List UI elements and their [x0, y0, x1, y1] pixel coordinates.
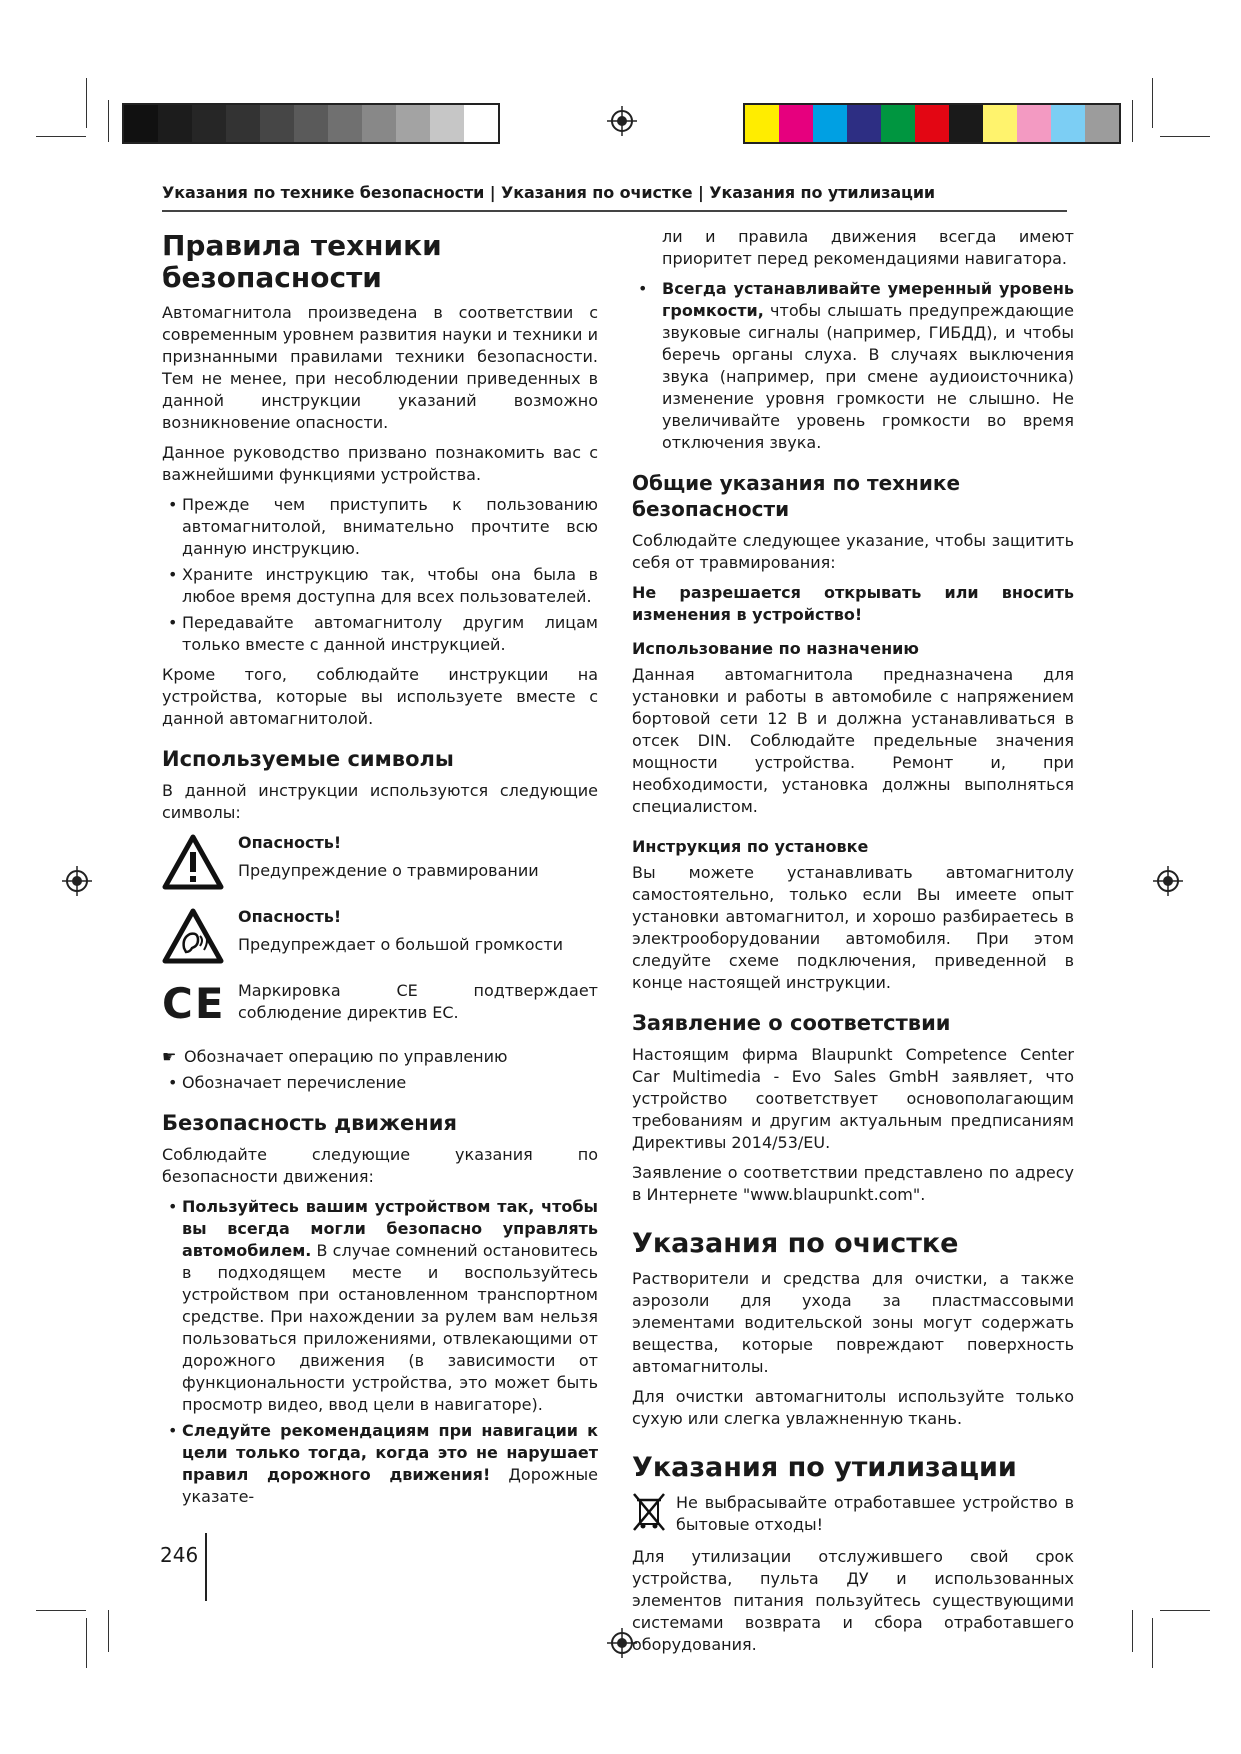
- color-swatch: [294, 105, 328, 142]
- safety-rules-heading: Правила техники безопасности: [162, 229, 442, 294]
- color-swatch: [915, 105, 949, 142]
- crop-mark: [1152, 78, 1153, 128]
- operation-symbol-row: [162, 1046, 598, 1068]
- crop-mark: [1152, 1618, 1153, 1668]
- cleaning-cloth-paragraph: Для очистки автомагнитолы используйте только сухую или слегка увлажненную ткань.: [632, 1387, 1074, 1428]
- disposal-warning: Не выбрасывайте отработавшее устройство в бытовые отходы!: [676, 1493, 1074, 1534]
- color-swatch: [779, 105, 813, 142]
- page-number-rule: [205, 1533, 207, 1601]
- symbol-title: Опасность!: [238, 907, 342, 926]
- list-item-text: чтобы слышать предупреждающие звуковые сигналы (например, ГИБДД), и чтобы беречь органы слуха. В случаях выключения звука (например, при смене аудиоисточника) изменение уровня громкости не слышно. Не увеличивайте уровень громкости во время отключения звука.: [662, 301, 1074, 452]
- crop-mark: [36, 1610, 86, 1611]
- color-swatch: [260, 105, 294, 142]
- color-swatch: [1085, 105, 1119, 142]
- crop-mark: [108, 100, 109, 142]
- crop-mark: [86, 78, 87, 128]
- color-swatch: [949, 105, 983, 142]
- continued-text: ли и правила движения всегда имеют приоритет перед рекомендациями навигатора.: [662, 227, 1074, 268]
- right-column: [632, 226, 1074, 1664]
- symbol-title: Опасность!: [238, 833, 342, 852]
- other-devices-paragraph: Кроме того, соблюдайте инструкции на устройства, которые вы используете вместе с данной автомагнитолой.: [162, 665, 598, 728]
- symbols-heading: Используемые символы: [162, 747, 454, 771]
- traffic-list: [162, 1196, 598, 1508]
- symbol-description: Предупреждение о травмировании: [238, 861, 539, 880]
- crop-mark: [1132, 1610, 1133, 1652]
- manual-purpose-paragraph: Данное руководство призвано познакомить вас с важнейшими функциями устройства.: [162, 443, 598, 484]
- color-swatch: [813, 105, 847, 142]
- installation-paragraph: Вы можете устанавливать автомагнитолу самостоятельно, только если Вы имеете опыт установки автомагнитол, и хорошо разбираетесь в электрооборудовании автомобиля. При этом следуйте схеме подключения, приведенной в конце настоящей инструкции.: [632, 863, 1074, 992]
- traffic-safety-heading: Безопасность движения: [162, 1111, 457, 1135]
- color-swatch: [192, 105, 226, 142]
- list-item: [162, 1196, 598, 1416]
- color-swatch: [847, 105, 881, 142]
- emphasis: Пользуйтесь вашим устройством так, чтобы вы всегда могли безопасно управлять автомобилем.: [182, 1197, 598, 1260]
- crop-mark: [86, 1618, 87, 1668]
- color-swatch: [1017, 105, 1051, 142]
- color-swatch: [328, 105, 362, 142]
- color-swatch: [464, 105, 498, 142]
- list-item: • Прежде чем приступить к пользованию автомагнитолой, внимательно прочтите всю данную инструкцию.: [162, 494, 598, 560]
- conformity-heading: Заявление о соответствии: [632, 1011, 951, 1035]
- color-swatch: [362, 105, 396, 142]
- symbol-danger: [162, 832, 598, 892]
- list-item-text: Дорожные указате-: [182, 1465, 598, 1506]
- symbol-ce: [162, 980, 598, 1032]
- emphasis: Всегда устанавливайте умеренный уровень громкости,: [662, 279, 1074, 320]
- symbol-volume: [162, 906, 598, 966]
- color-swatch: [983, 105, 1017, 142]
- color-swatch: [124, 105, 158, 142]
- registration-mark-icon: [1153, 866, 1183, 896]
- crop-mark: [1132, 100, 1133, 142]
- traffic-intro: Соблюдайте следующие указания по безопасности движения:: [162, 1145, 598, 1186]
- left-column: [162, 226, 598, 1516]
- crop-mark: [1160, 1610, 1210, 1611]
- crop-mark: [108, 1610, 109, 1652]
- list-item: • Храните инструкцию так, чтобы она была в любое время доступна для всех пользователей.: [162, 564, 598, 608]
- list-item: • Передавайте автомагнитолу другим лицам только вместе с данной инструкцией.: [162, 612, 598, 656]
- color-swatch: [881, 105, 915, 142]
- intended-use-paragraph: Данная автомагнитола предназначена для установки и работы в автомобиле с напряжением бортовой сети 12 В и должна устанавливаться в отсек DIN. Соблюдайте предельные значения мощности устройства. Ремонт и, при необходимости, установка должны выполняться специалистом.: [632, 665, 1074, 816]
- symbol-description: Маркировка CE подтверждает соблюдение директив ЕС.: [238, 981, 598, 1022]
- cleaning-paragraph: Растворители и средства для очистки, а также аэрозоли для ухода за пластмассовыми элементами водительской зоны могут содержать вещества, которые повреждают поверхность автомагнитолы.: [632, 1269, 1074, 1376]
- instruction-list: [162, 494, 598, 656]
- intro-paragraph: Автомагнитола произведена в соответствии с современным уровнем развития науки и техники и признанными правилами техники безопасности. Тем не менее, при несоблюдении приведенных в данной инструкции указаний возможно возникновение опасности.: [162, 303, 598, 432]
- cleaning-heading: Указания по очистке: [632, 1228, 959, 1259]
- conformity-paragraph: Настоящим фирма Blaupunkt Competence Center Car Multimedia - Evo Sales GmbH заявляет, что устройство соответствует основополагающим требованиям и другим актуальным предписаниям Директивы 2014/53/EU.: [632, 1045, 1074, 1152]
- enumeration-description: • Обозначает перечисление: [162, 1072, 598, 1094]
- disposal-heading: Указания по утилизации: [632, 1452, 1017, 1483]
- list-item: [632, 278, 1074, 454]
- color-swatch: [1051, 105, 1085, 142]
- volume-list: [632, 278, 1074, 454]
- crossed-out-bin-icon: [632, 1492, 666, 1532]
- running-header: Указания по технике безопасности | Указания по очистке | Указания по утилизации: [162, 183, 1067, 212]
- disposal-warning-row: [632, 1492, 1074, 1538]
- color-calibration-bar: [743, 103, 1121, 144]
- symbol-description: Предупреждает о большой громкости: [238, 935, 564, 954]
- crop-mark: [36, 136, 86, 137]
- list-item: [162, 1420, 598, 1508]
- installation-heading: Инструкция по установке: [632, 837, 869, 856]
- general-safety-paragraph: Соблюдайте следующее указание, чтобы защитить себя от травмирования:: [632, 531, 1074, 572]
- operation-description: Обозначает операцию по управлению: [184, 1047, 508, 1066]
- loud-volume-warning-icon: [162, 908, 224, 964]
- disposal-paragraph: Для утилизации отслужившего свой срок устройства, пульта ДУ и использованных элементов питания пользуйтесь существующими системами возврата и сбора отработавшего оборудования.: [632, 1547, 1074, 1654]
- list-item-text: В случае сомнений остановитесь в подходящем месте и воспользуйтесь устройством при остановленном транспортном средстве. При нахождении за рулем вам нельзя пользоваться приложениями, отвлекающими от дорожного движения (в зависимости от функциональности устройства, это может быть просмотр видео, ввод цели в навигаторе).: [182, 1241, 598, 1414]
- registration-mark-icon: [607, 106, 637, 136]
- registration-mark-icon: [62, 866, 92, 896]
- color-swatch: [158, 105, 192, 142]
- color-swatch: [226, 105, 260, 142]
- color-swatch: [430, 105, 464, 142]
- color-swatch: [745, 105, 779, 142]
- page-number: 246: [160, 1543, 199, 1567]
- ce-mark-icon: CE: [162, 979, 226, 1028]
- symbols-intro: В данной инструкции используются следующие символы:: [162, 781, 598, 822]
- color-swatch: [396, 105, 430, 142]
- general-safety-heading: Общие указания по технике безопасности: [632, 471, 961, 521]
- warning-triangle-icon: [162, 834, 224, 890]
- grayscale-calibration-bar: [122, 103, 500, 144]
- intended-use-heading: Использование по назначению: [632, 639, 919, 658]
- do-not-open-warning: Не разрешается открывать или вносить изменения в устройство!: [632, 583, 1074, 624]
- pointing-hand-icon: ☛: [162, 1047, 177, 1066]
- crop-mark: [1160, 136, 1210, 137]
- enumeration-symbol-row: [162, 1072, 598, 1094]
- emphasis: Следуйте рекомендациям при навигации к цели только тогда, когда это не нарушает правил дорожного движения!: [182, 1421, 598, 1484]
- conformity-url-paragraph: Заявление о соответствии представлено по адресу в Интернете "www.blaupunkt.com".: [632, 1163, 1074, 1204]
